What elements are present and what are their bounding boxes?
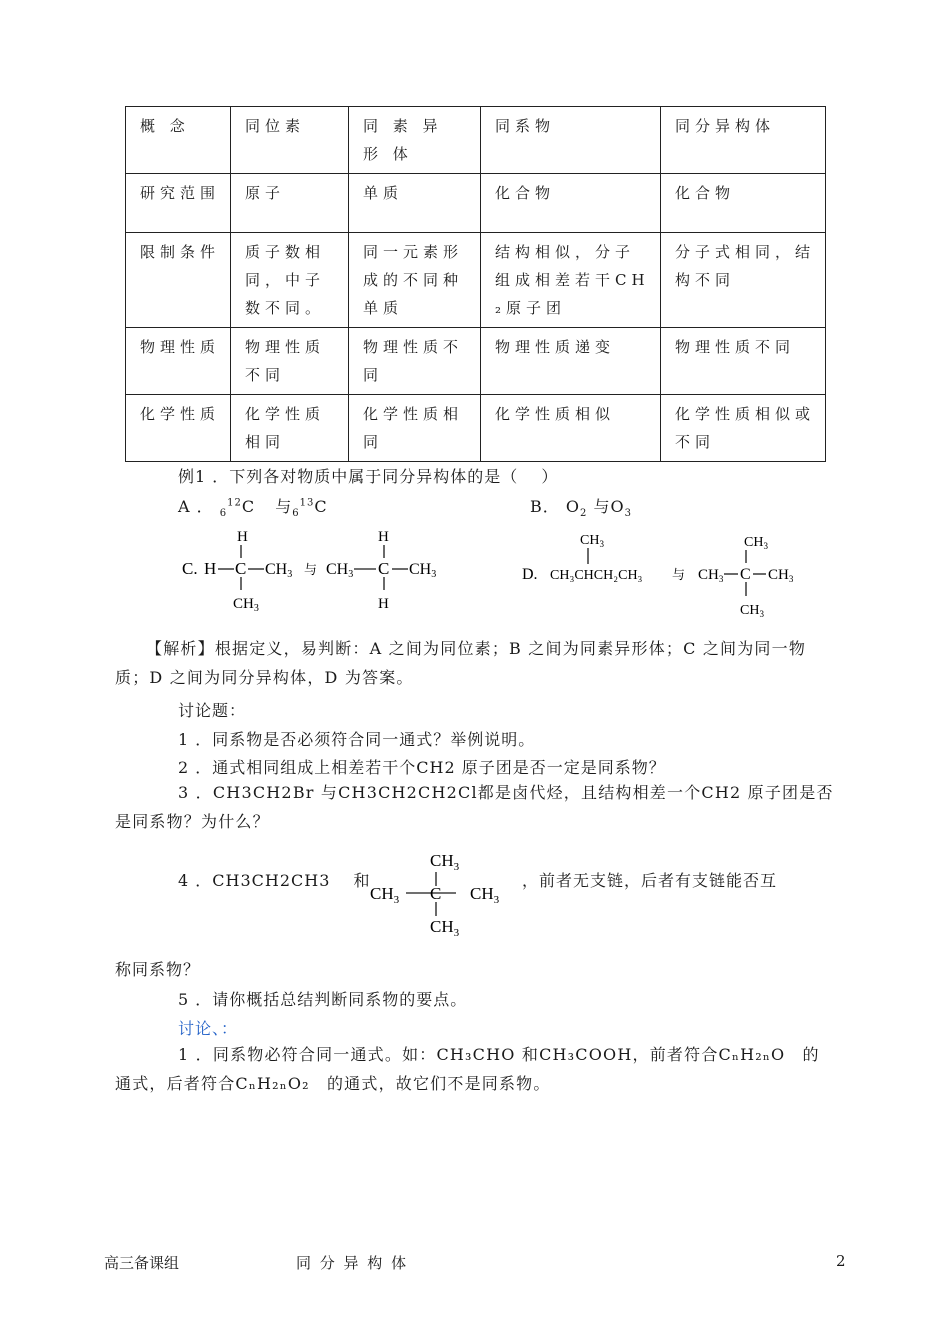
discussion-q4-tail: 称同系物？ [115, 960, 201, 979]
discussion-q3: 3 ．CH3CH2Br 与CH3CH2CH2Cl都是卤代烃，且结构相差一个CH2 原子团是否是同系物？为什么？ [115, 783, 834, 831]
table-cell: 原子 [231, 174, 349, 233]
svg-text:CH3: $CH_3$ [370, 884, 400, 906]
footer-left: 高三备课组 [104, 1254, 180, 1272]
table-cell: 化学性质相同 [349, 395, 481, 462]
table-cell: 化学性质 [126, 395, 231, 462]
option-a-separator: 与 [275, 497, 293, 516]
option-d-label: D. [522, 566, 538, 583]
table-cell: 同系物 [481, 107, 661, 174]
discussion-q4-prefix: 4 ．CH3CH2CH3 和 [178, 871, 371, 890]
table-cell: 概 念 [126, 107, 231, 174]
oxygen-molecule: $O_2$ [565, 497, 588, 520]
analysis-tag: 【解析】 [146, 639, 215, 658]
option-c-separator: 与 [304, 562, 318, 577]
option-d-svg [522, 524, 812, 624]
table-cell: 物理性质 [126, 328, 231, 395]
neopentane-svg [368, 846, 518, 940]
option-a-label: A ． [178, 497, 214, 516]
discussion-q1: 1 ．同系物是否必须符合同一通式？举例说明。 [178, 730, 536, 749]
table-cell: 物理性质不同 [349, 328, 481, 395]
option-c-label: C. [182, 559, 198, 578]
svg-text:CH3: $CH_3$ [698, 567, 724, 584]
answer-1: 1 ．同系物必符合同一通式。如：CH₃CHO 和CH₃COOH，前者符合CₙH₂ₙO 的通式，后者符合CₙH₂ₙO₂ 的通式，故它们不是同系物。 [115, 1045, 820, 1093]
svg-text:CH3: $CH_3$ [580, 533, 604, 549]
svg-text:CH3: $CH_3$ [740, 603, 764, 619]
table-cell: 同一元素形成的不同种单质 [349, 233, 481, 328]
table-cell: 质子数相同，中子数不同。 [231, 233, 349, 328]
table-row [126, 328, 826, 395]
analysis-text: 根据定义，易判断：A 之间为同位素；B 之间为同素异形体；C 之间为同一物质；D 之间为同分异构体，D 为答案。 [115, 639, 807, 687]
option-d-formula: CH₃CHCH₂CH₃ [550, 568, 643, 583]
option-b-label: B． [530, 497, 560, 516]
option-a [178, 494, 328, 519]
table-header-row [126, 107, 826, 174]
svg-text:C: C [740, 566, 751, 583]
discussion-q5: 5 ．请你概括总结判断同系物的要点。 [178, 990, 468, 1009]
svg-text:CH3: $CH_3$ [430, 917, 460, 939]
svg-text:C: C [235, 559, 247, 578]
discussion-q2: 2 ．通式相同组成上相差若干个CH2 原子团是否一定是同系物？ [178, 758, 666, 777]
table-cell: 单质 [349, 174, 481, 233]
option-b-separator: 与 [593, 497, 611, 516]
table-cell: 物理性质不同 [231, 328, 349, 395]
svg-text:CH3: $CH_3$ [430, 851, 460, 873]
carbon-13-isotope: $_6^{13}$C [292, 497, 328, 520]
option-c-structures [180, 524, 460, 624]
svg-text:C: C [378, 559, 390, 578]
svg-text:H: H [378, 529, 389, 545]
table-cell: 研究范围 [126, 174, 231, 233]
table-cell: 化学性质相同 [231, 395, 349, 462]
answers-title: 讨论、： [178, 1019, 239, 1038]
table-cell: 化合物 [481, 174, 661, 233]
example-question: 例1 ．下列各对物质中属于同分异构体的是（ ） [178, 467, 559, 486]
discussion-q4-suffix: ，前者无支链，后者有支链能否互 [522, 871, 778, 890]
neopentane-structure [368, 846, 518, 944]
table-cell: 化学性质相似或不同 [661, 395, 826, 462]
table-cell: 化学性质相似 [481, 395, 661, 462]
svg-text:H: H [204, 559, 217, 578]
table-cell: 物理性质不同 [661, 328, 826, 395]
discussion-title: 讨论题： [178, 701, 247, 720]
svg-text:CH3: CH3 [409, 561, 437, 580]
comparison-table [125, 106, 826, 462]
svg-text:CH3: $CH_3$ [768, 567, 794, 584]
option-d-structures [522, 524, 812, 628]
analysis-paragraph [115, 634, 835, 692]
table-cell: 限制条件 [126, 233, 231, 328]
option-d-separator: 与 [672, 567, 686, 582]
svg-text:C: C [430, 884, 442, 903]
option-b [530, 494, 632, 519]
table-cell: 结构相似，分子组成相差若干CH₂原子团 [481, 233, 661, 328]
table-row [126, 395, 826, 462]
ozone-molecule: $O_3$ [610, 497, 632, 520]
svg-text:CH3: $CH_3$ [744, 535, 768, 551]
svg-text:H: H [378, 596, 389, 612]
svg-text:CH3: CH3 [265, 561, 293, 580]
table-row [126, 174, 826, 233]
table-row [126, 233, 826, 328]
table-cell: 同位素 [231, 107, 349, 174]
footer-center: 同 分 异 构 体 [296, 1254, 409, 1272]
table-cell: 同分异构体 [661, 107, 826, 174]
table-cell: 物理性质递变 [481, 328, 661, 395]
svg-text:CH3: $CH_3$ [470, 884, 500, 906]
svg-text:CH3: CH3 [326, 561, 354, 580]
page-number: 2 [836, 1252, 846, 1270]
table-cell: 化合物 [661, 174, 826, 233]
carbon-12-isotope: $_6^{12}$C [219, 497, 256, 520]
table-cell: 分子式相同，结构不同 [661, 233, 826, 328]
table-cell: 同 素 异 形 体 [349, 107, 481, 174]
svg-text:CH3: $CH_3$ [233, 596, 259, 614]
option-c-svg [180, 524, 460, 620]
svg-text:H: H [237, 529, 248, 545]
